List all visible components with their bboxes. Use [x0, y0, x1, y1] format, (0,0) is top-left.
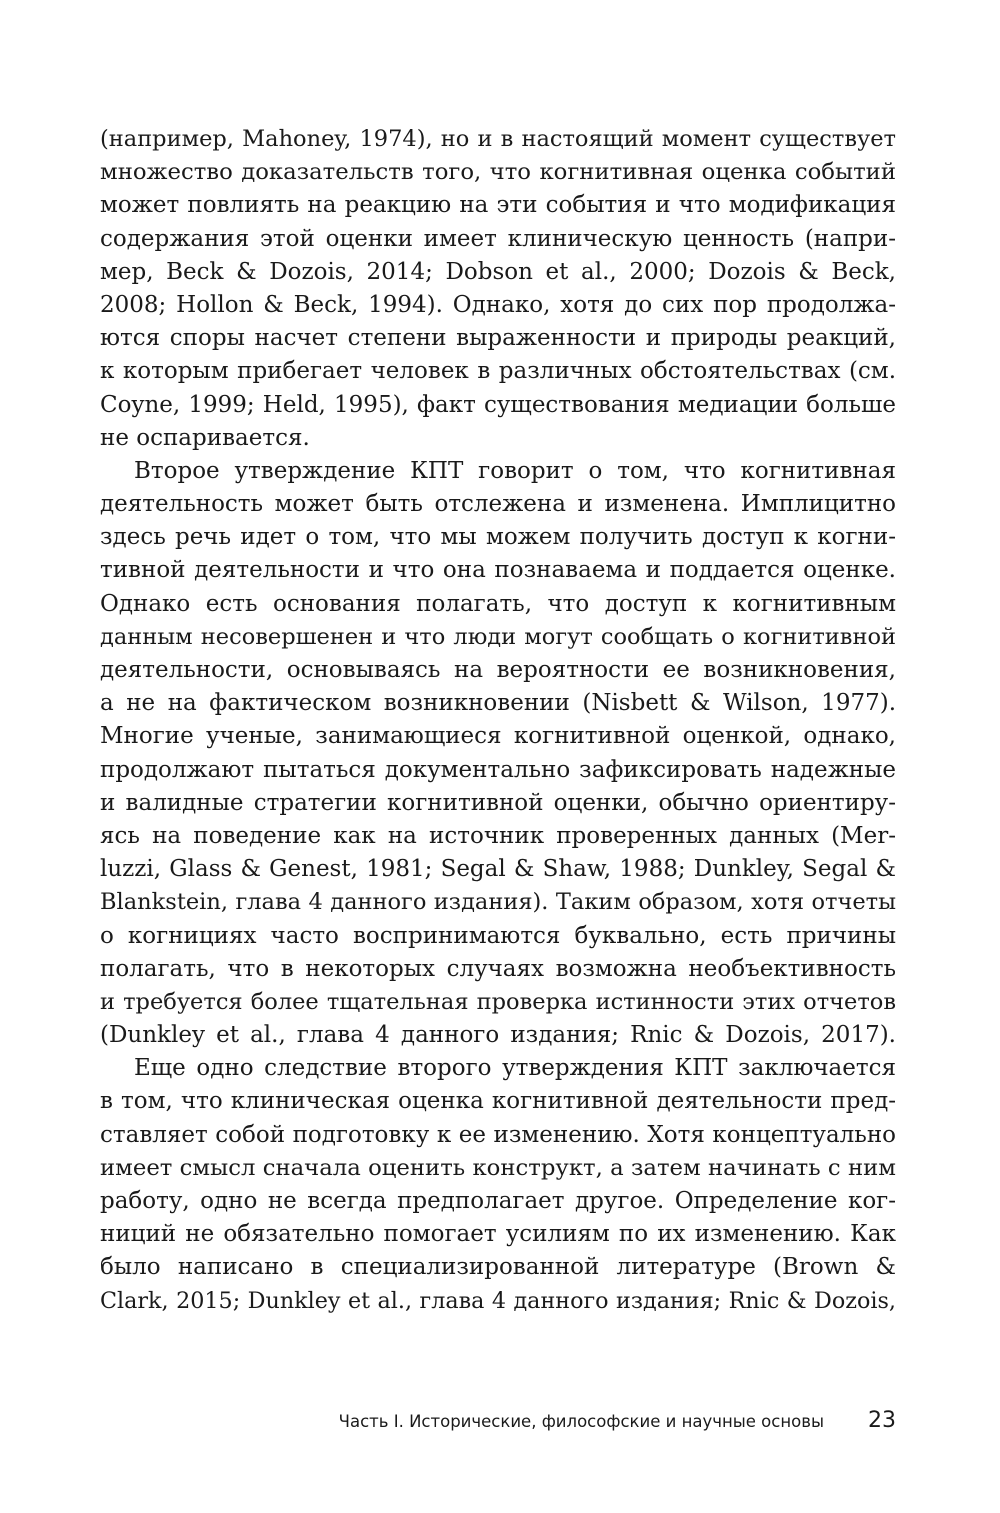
- text-line: в том, что клиническая оценка когнитивной деятельности пред-: [100, 1088, 896, 1115]
- body-text: [100, 123, 896, 1318]
- text-line: работу, одно не всегда предполагает другое. Определение ког-: [100, 1188, 896, 1214]
- text-line: деятельности, основываясь на вероятности ее возникновения,: [100, 657, 896, 683]
- text-line: ются споры насчет степени выраженности и природы реакций,: [100, 325, 896, 352]
- text-line: мер, Beck & Dozois, 2014; Dobson et al., 2000; Dozois & Beck,: [100, 258, 896, 285]
- text-line: Clark, 2015; Dunkley et al., глава 4 данного издания; Rnic & Dozois,: [100, 1287, 896, 1314]
- text-line: к которым прибегает человек в различных обстоятельствах (см.: [100, 358, 896, 385]
- text-line: Blankstein, глава 4 данного издания). Таким образом, хотя отчеты: [100, 889, 896, 916]
- text-line: продолжают пытаться документально зафиксировать надежные: [100, 756, 896, 783]
- text-line: luzzi, Glass & Genest, 1981; Segal & Shaw, 1988; Dunkley, Segal &: [100, 856, 896, 883]
- text-line: здесь речь идет о том, что мы можем получить доступ к когни-: [100, 524, 896, 551]
- text-line: ставляет собой подготовку к ее изменению. Хотя концептуально: [100, 1121, 896, 1148]
- text-line: ниций не обязательно помогает усилиям по их изменению. Как: [100, 1221, 896, 1248]
- text-line: было написано в специализированной литературе (Brown &: [100, 1254, 896, 1281]
- text-line: имеет смысл сначала оценить конструкт, а затем начинать с ним: [100, 1154, 896, 1181]
- text-line: Однако есть основания полагать, что доступ к когнитивным: [100, 590, 896, 617]
- text-line: не оспаривается.: [100, 424, 310, 451]
- text-line: данным несовершенен и что люди могут сообщать о когнитивной: [100, 623, 896, 650]
- page-number: 23: [868, 1408, 896, 1433]
- running-head: Часть I. Исторические, философские и научные основы: [338, 1412, 824, 1431]
- text-line: о когнициях часто воспринимаются буквально, есть причины: [100, 922, 896, 949]
- text-line: и требуется более тщательная проверка истинности этих отчетов: [100, 988, 896, 1015]
- text-line: содержания этой оценки имеет клиническую ценность (напри-: [100, 225, 896, 252]
- text-line: деятельность может быть отслежена и изменена. Имплицитно: [100, 491, 896, 518]
- text-line: Второе утверждение КПТ говорит о том, что когнитивная: [134, 457, 896, 484]
- text-line: полагать, что в некоторых случаях возможна необъективность: [100, 955, 896, 982]
- text-line: Еще одно следствие второго утверждения КПТ заключается: [134, 1055, 896, 1082]
- text-line: (например, Mahoney, 1974), но и в настоящий момент существует: [100, 126, 896, 152]
- text-line: множество доказательств того, что когнитивная оценка событий: [100, 159, 896, 186]
- text-line: Coyne, 1999; Held, 1995), факт существования медиации больше: [100, 391, 896, 418]
- text-line: тивной деятельности и что она познаваема и поддается оценке.: [100, 557, 896, 584]
- text-line: Многие ученые, занимающиеся когнитивной оценкой, однако,: [100, 723, 896, 750]
- text-line: 2008; Hollon & Beck, 1994). Однако, хотя до сих пор продолжа-: [100, 291, 896, 318]
- page-footer: [100, 1408, 896, 1438]
- text-line: (Dunkley et al., глава 4 данного издания; Rnic & Dozois, 2017).: [100, 1022, 896, 1049]
- text-line: ясь на поведение как на источник проверенных данных (Mer-: [100, 822, 896, 849]
- text-line: а не на фактическом возникновении (Nisbett & Wilson, 1977).: [100, 690, 896, 717]
- text-line: и валидные стратегии когнитивной оценки, обычно ориентиру-: [100, 789, 896, 816]
- text-line: может повлиять на реакцию на эти события и что модификация: [100, 192, 896, 219]
